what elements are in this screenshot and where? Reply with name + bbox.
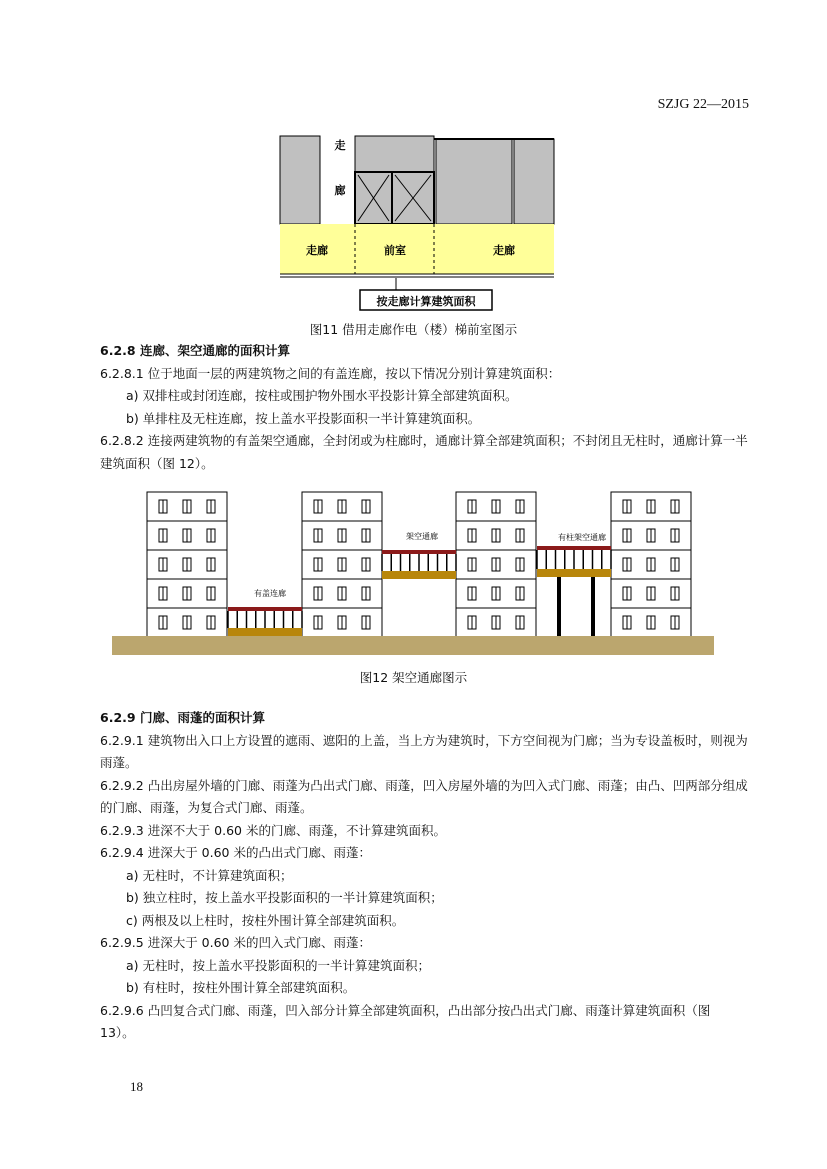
column-skybridge-slab	[537, 569, 611, 577]
clause-6-2-9-4-b: b) 独立柱时，按上盖水平投影面积的一半计算建筑面积；	[126, 890, 443, 905]
clause-6-2-9-6: 6.2.9.6 凸凹复合式门廊、雨蓬，凹入部分计算全部建筑面积，凸出部分按凸出式门廊、雨蓬计算建筑面积（图 13）。	[100, 1002, 711, 1040]
anteroom-label: 前室	[384, 244, 406, 257]
corridor-v-label-1: 走	[334, 139, 346, 152]
building-4	[611, 492, 691, 637]
building-right-b	[514, 139, 554, 224]
page-number: 18	[130, 1079, 143, 1094]
clause-6-2-8-1: 6.2.8.1 位于地面一层的两建筑物之间的有盖连廊，按以下情况分别计算建筑面积：	[100, 365, 561, 381]
clause-6-2-8-1-a: a) 双排柱或封闭连廊，按柱或围护物外围水平投影计算全部建筑面积。	[126, 388, 518, 403]
corridor-v-label-2: 廊	[334, 184, 346, 197]
clause-6-2-9-4-a: a) 无柱时，不计算建筑面积；	[126, 867, 293, 883]
clause-6-2-9-5-a: a) 无柱时，按上盖水平投影面积的一半计算建筑面积；	[126, 957, 431, 973]
building-right-a	[436, 139, 512, 224]
building-2	[302, 492, 382, 637]
clause-6-2-8-1-b: b) 单排柱及无柱连廊，按上盖水平投影面积一半计算建筑面积。	[126, 410, 481, 426]
callout-text: 按走廊计算建筑面积	[376, 295, 476, 308]
figure-11	[278, 130, 558, 315]
clause-6-2-9-4: 6.2.9.4 进深大于 0.60 米的凸出式门廊、雨蓬：	[100, 845, 371, 860]
clause-6-2-9-3: 6.2.9.3 进深不大于 0.60 米的门廊、雨蓬，不计算建筑面积。	[100, 822, 446, 838]
figure-12-caption: 图12 架空通廊图示	[359, 670, 468, 685]
skybridge-column-left	[557, 577, 561, 636]
clause-6-2-8-2: 6.2.8.2 连接两建筑物的有盖架空通廊，全封闭或为柱廊时，通廊计算全部建筑面积；不封闭且无柱时，通廊计算一半建筑面积（图 12）。	[100, 433, 748, 471]
skybridge-railing	[382, 554, 456, 571]
corridor-right-label: 走廊	[493, 244, 515, 257]
column-skybridge-roof	[537, 546, 611, 550]
covered-corridor-roof	[228, 607, 302, 611]
skybridge-slab	[382, 571, 456, 579]
building-1	[147, 492, 227, 637]
section-6-2-9	[100, 707, 748, 1045]
covered-corridor-posts	[228, 611, 302, 628]
skybridge-roof	[382, 550, 456, 554]
column-skybridge-label: 有柱架空通廊	[558, 533, 606, 542]
column-skybridge-railing	[537, 550, 611, 569]
clause-6-2-9-1: 6.2.9.1 建筑物出入口上方设置的遮雨、遮阳的上盖，当上方为建筑时，下方空间视为门廊；当为专设盖板时，则视为雨蓬。	[100, 732, 748, 770]
figure-12	[110, 488, 716, 660]
building-left	[280, 136, 320, 224]
skybridge-column-right	[591, 577, 595, 636]
clause-6-2-9-2: 6.2.9.2 凸出房屋外墙的门廊、雨蓬为凸出式门廊、雨蓬，凹入房屋外墙的为凹入式门廊、雨蓬；由凸、凹两部分组成的门廊、雨蓬，为复合式门廊、雨蓬。	[100, 777, 748, 815]
building-middle	[355, 136, 434, 172]
covered-corridor-slab	[228, 628, 302, 636]
clause-6-2-9-4-c: c) 两根及以上柱时，按柱外围计算全部建筑面积。	[126, 912, 405, 928]
corridor-left-label: 走廊	[306, 244, 328, 257]
document-code: SZJG 22—2015	[657, 97, 749, 112]
building-3	[456, 492, 536, 637]
section-6-2-8	[100, 340, 748, 475]
heading-6-2-9: 6.2.9 门廊、雨蓬的面积计算	[100, 710, 265, 725]
clause-6-2-9-5-b: b) 有柱时，按柱外围计算全部建筑面积。	[126, 980, 356, 995]
heading-6-2-8: 6.2.8 连廊、架空通廊的面积计算	[100, 343, 290, 358]
figure-11-caption: 图11 借用走廊作电（楼）梯前室图示	[309, 322, 518, 337]
covered-corridor-label: 有盖连廊	[254, 589, 286, 598]
clause-6-2-9-5: 6.2.9.5 进深大于 0.60 米的凹入式门廊、雨蓬：	[100, 935, 371, 950]
skybridge-label: 架空通廊	[406, 532, 438, 541]
ground	[112, 636, 714, 655]
